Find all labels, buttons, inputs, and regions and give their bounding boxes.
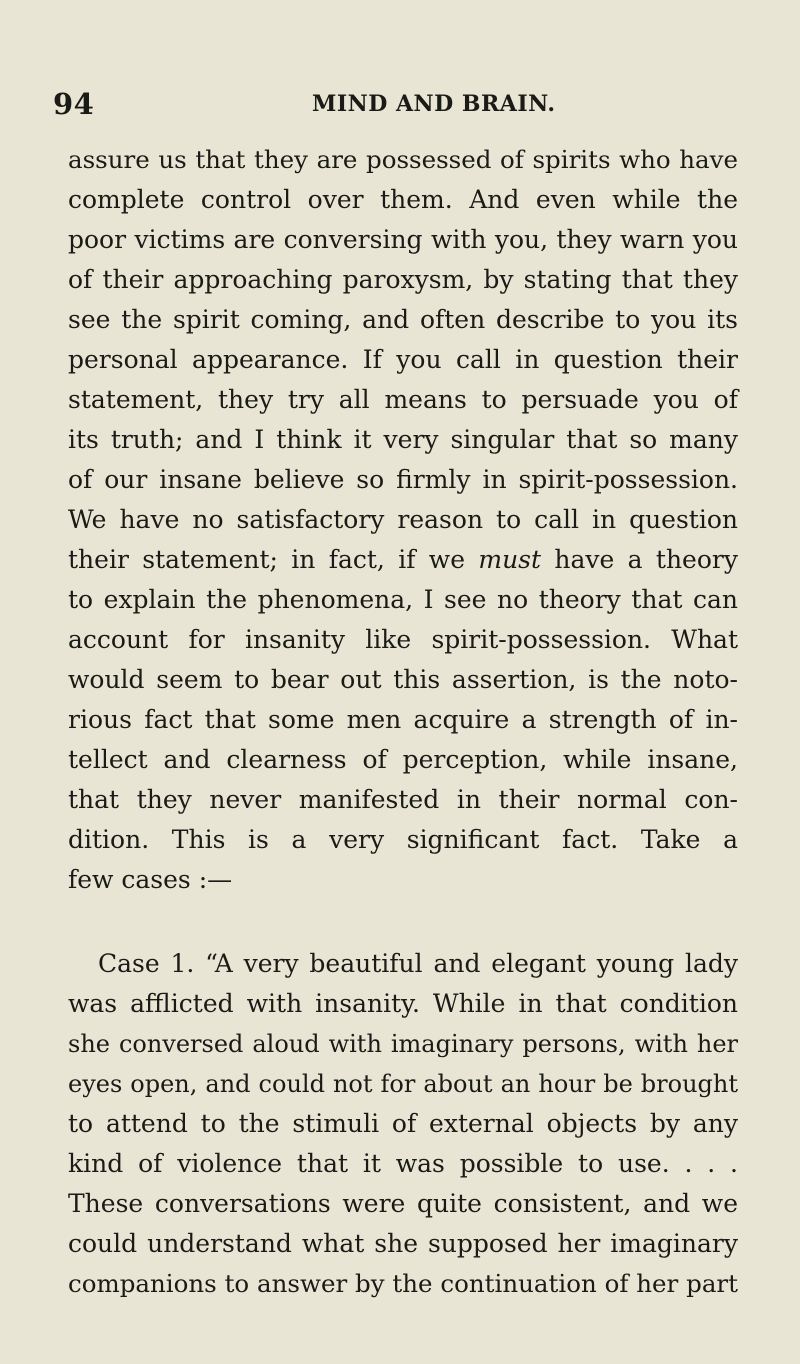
- text-line: Case 1. “A very beautiful and elegant young lady: [98, 949, 738, 978]
- text-line: that they never manifested in their normal con-: [68, 785, 738, 814]
- text-line: personal appearance. If you call in question their: [68, 345, 738, 374]
- text-line: account for insanity like spirit-possession. What: [68, 625, 738, 654]
- text-line: of their approaching paroxysm, by stating that they: [68, 265, 738, 294]
- text-line: kind of violence that it was possible to use. . . .: [68, 1149, 738, 1178]
- text-line: poor victims are conversing with you, they warn you: [68, 225, 738, 254]
- text-line: few cases :—: [68, 865, 233, 894]
- page-number: 94: [53, 87, 95, 121]
- text-line: of our insane believe so firmly in spirit-possession.: [68, 465, 738, 494]
- text-line: We have no satisfactory reason to call in question: [68, 505, 738, 534]
- text-line: statement, they try all means to persuade you of: [68, 385, 738, 414]
- text-line: was afflicted with insanity. While in that condition: [68, 989, 738, 1018]
- text-line: eyes open, and could not for about an hour be brought: [68, 1070, 738, 1098]
- text-line: rious fact that some men acquire a strength of in-: [68, 705, 738, 734]
- text-line: assure us that they are possessed of spirits who have: [68, 145, 738, 174]
- text-line: see the spirit coming, and often describe to you its: [68, 305, 738, 334]
- page-header: [0, 87, 800, 127]
- text-line: could understand what she supposed her imaginary: [68, 1229, 738, 1258]
- text-line: These conversations were quite consistent, and we: [68, 1189, 738, 1218]
- text-line: to attend to the stimuli of external objects by any: [68, 1109, 738, 1138]
- text-line-with-emphasis: [68, 541, 738, 579]
- text-line: complete control over them. And even while the: [68, 185, 738, 214]
- text-line: tellect and clearness of perception, while insane,: [68, 745, 738, 774]
- text-line: would seem to bear out this assertion, is the noto-: [68, 665, 738, 694]
- emphasized-word: must: [478, 545, 542, 574]
- text-fragment: have a theory: [541, 545, 738, 574]
- text-line: she conversed aloud with imaginary persons, with her: [68, 1030, 738, 1058]
- text-line: companions to answer by the continuation of her part: [68, 1269, 738, 1298]
- running-head: MIND AND BRAIN.: [312, 91, 556, 117]
- text-line: its truth; and I think it very singular that so many: [68, 425, 738, 454]
- text-line: to explain the phenomena, I see no theory that can: [68, 585, 738, 614]
- text-line: dition. This is a very significant fact. Take a: [68, 825, 738, 854]
- text-fragment: their statement; in fact, if we: [68, 545, 479, 574]
